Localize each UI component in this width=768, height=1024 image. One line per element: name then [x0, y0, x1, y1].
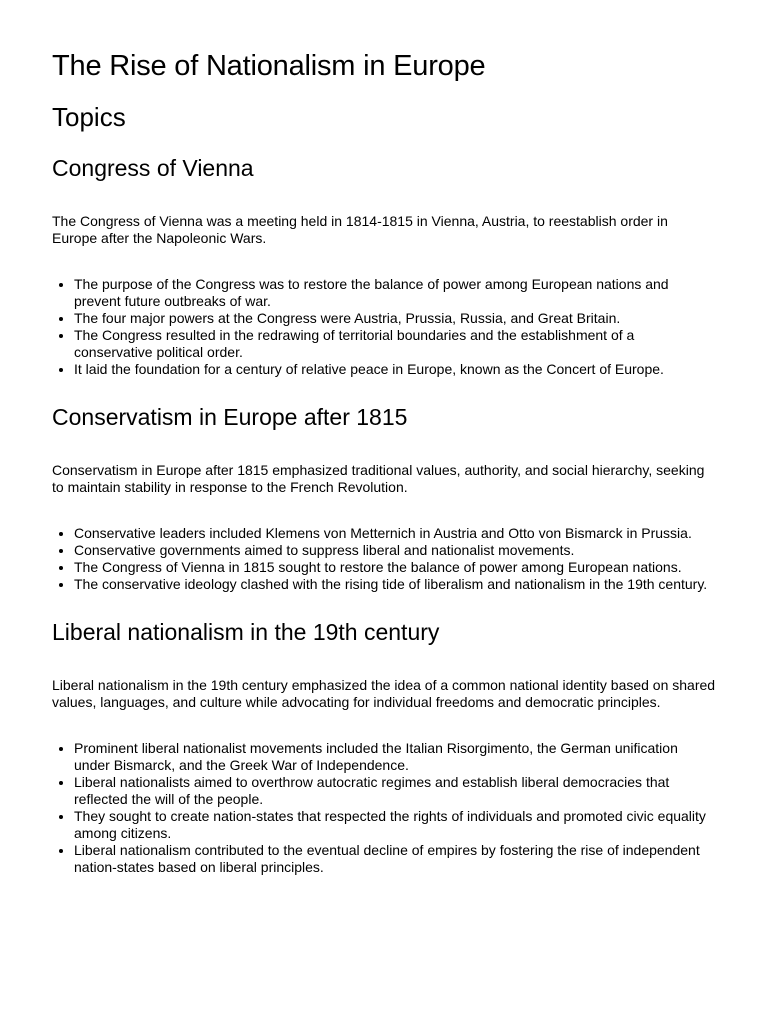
section-intro: Liberal nationalism in the 19th century emphasized the idea of a common national identity based on shared values, languages, and culture while advocating for individual freedoms and democratic principles.: [52, 677, 716, 710]
bullet-list: [52, 276, 716, 378]
bullet-list: [52, 740, 716, 876]
list-item: • Prominent liberal nationalist movements included the Italian Risorgimento, the German unification under Bismarck, and the Greek War of Independence.: [74, 740, 716, 774]
topics-heading: Topics: [52, 102, 126, 132]
list-item: • It laid the foundation for a century of relative peace in Europe, known as the Concert of Europe.: [74, 361, 716, 378]
section-title: Liberal nationalism in the 19th century: [52, 619, 440, 645]
section-intro: Conservatism in Europe after 1815 emphasized traditional values, authority, and social hierarchy, seeking to maintain stability in response to the French Revolution.: [52, 462, 705, 495]
list-item: • The Congress of Vienna in 1815 sought to restore the balance of power among European nations.: [74, 559, 716, 576]
section-intro: The Congress of Vienna was a meeting held in 1814-1815 in Vienna, Austria, to reestablish order in Europe after the Napoleonic Wars.: [52, 213, 668, 246]
list-item: • They sought to create nation-states that respected the rights of individuals and promoted civic equality among citizens.: [74, 808, 716, 842]
list-item: • Conservative governments aimed to suppress liberal and nationalist movements.: [74, 542, 716, 559]
section-congress-of-vienna: [52, 153, 716, 378]
document-title: The Rise of Nationalism in Europe: [52, 50, 486, 82]
list-item: • Liberal nationalism contributed to the eventual decline of empires by fostering the rise of independent nation-states based on liberal principles.: [74, 842, 716, 876]
list-item: • The four major powers at the Congress were Austria, Prussia, Russia, and Great Britain.: [74, 310, 716, 327]
list-item: • The purpose of the Congress was to restore the balance of power among European nations and prevent future outbreaks of war.: [74, 276, 716, 310]
section-title: Congress of Vienna: [52, 155, 254, 181]
section-conservatism: [52, 402, 716, 593]
section-title: Conservatism in Europe after 1815: [52, 404, 408, 430]
list-item: • The Congress resulted in the redrawing of territorial boundaries and the establishment of a conservative political order.: [74, 327, 716, 361]
list-item: • The conservative ideology clashed with the rising tide of liberalism and nationalism in the 19th century.: [74, 576, 716, 593]
bullet-list: [52, 525, 716, 593]
list-item: • Liberal nationalists aimed to overthrow autocratic regimes and establish liberal democracies that reflected the will of the people.: [74, 774, 716, 808]
section-liberal-nationalism: [52, 617, 716, 876]
list-item: • Conservative leaders included Klemens von Metternich in Austria and Otto von Bismarck in Prussia.: [74, 525, 716, 542]
